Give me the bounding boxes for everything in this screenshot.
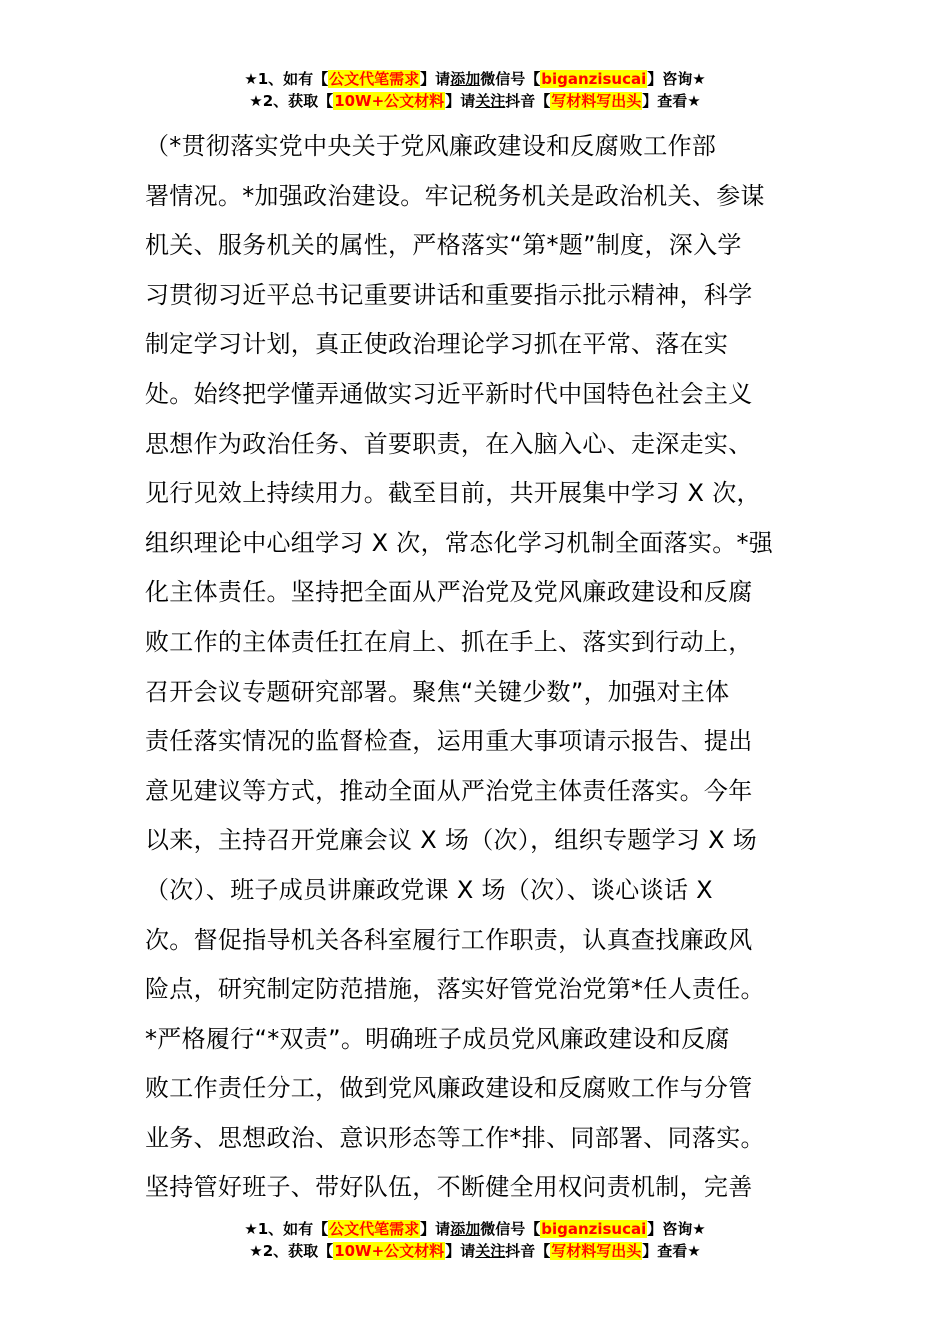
body-line: *严格履行“*双责”。明确班子成员党风廉政建设和反腐 <box>145 1024 730 1053</box>
body-line: 以来，主持召开党廉会议 X 场（次），组织专题学习 X 场 <box>145 826 758 855</box>
body-line: 召开会议专题研究部署。聚焦“关键少数”，加强对主体 <box>145 677 730 706</box>
banner-text: ★1、如有【 <box>244 1220 329 1238</box>
body-line: 制定学习计划，真正使政治理论学习抓在平常、落在实 <box>145 330 729 359</box>
banner-text: 微信号【 <box>480 1220 541 1238</box>
banner-underlined-text: 关注 <box>475 1242 506 1260</box>
banner-text: ★1、如有【 <box>244 70 329 88</box>
banner-text: 】请 <box>420 1220 451 1238</box>
body-line: 意见建议等方式，推动全面从严治党主体责任落实。今年 <box>145 776 753 805</box>
footer-banner-line-2 <box>0 1240 950 1262</box>
banner-text: 】请 <box>420 70 451 88</box>
banner-text: 】请 <box>445 92 476 110</box>
banner-highlight-materials: 10W+公文材料 <box>334 1242 445 1260</box>
header-banner-line-2 <box>0 90 950 112</box>
body-line: （次）、班子成员讲廉政党课 X 场（次）、谈心谈话 X <box>145 875 713 904</box>
banner-highlight-service: 公文代笔需求 <box>329 1220 420 1238</box>
banner-highlight-materials: 10W+公文材料 <box>334 92 445 110</box>
body-line: 责任落实情况的监督检查，运用重大事项请示报告、提出 <box>145 727 753 756</box>
body-line: 组织理论中心组学习 X 次，常态化学习机制全面落实。*强 <box>145 528 774 557</box>
banner-highlight-wechat-id: biganzisucai <box>541 1220 647 1238</box>
body-line: 败工作责任分工，做到党风廉政建设和反腐败工作与分管 <box>145 1074 753 1103</box>
banner-highlight-douyin-id: 写材料写出头 <box>551 92 642 110</box>
body-line: 习贯彻习近平总书记重要讲话和重要指示批示精神，科学 <box>145 280 753 309</box>
banner-text: 】咨询★ <box>647 1220 706 1238</box>
body-line: 险点，研究制定防范措施，落实好管党治党第*任人责任。 <box>145 975 765 1004</box>
body-line: 处。始终把学懂弄通做实习近平新时代中国特色社会主义 <box>145 379 753 408</box>
footer-banner <box>0 1218 950 1262</box>
body-line: （*贯彻落实党中央关于党风廉政建设和反腐败工作部 <box>145 132 717 160</box>
body-line: 思想作为政治任务、首要职责，在入脑入心、走深走实、 <box>145 429 753 458</box>
banner-underlined-text: 添加 <box>450 70 481 88</box>
footer-banner-line-1 <box>0 1218 950 1240</box>
banner-text: 】咨询★ <box>647 70 706 88</box>
body-line: 见行见效上持续用力。截至目前，共开展集中学习 X 次， <box>145 479 761 508</box>
banner-text: 】查看★ <box>642 1242 701 1260</box>
body-line: 业务、思想政治、意识形态等工作*排、同部署、同落实。 <box>145 1123 765 1152</box>
header-banner <box>0 68 950 112</box>
header-banner-line-1 <box>0 68 950 90</box>
banner-text: ★2、获取【 <box>249 92 334 110</box>
banner-underlined-text: 添加 <box>450 1220 481 1238</box>
body-line: 次。督促指导机关各科室履行工作职责，认真查找廉政风 <box>145 925 753 954</box>
banner-text: ★2、获取【 <box>249 1242 334 1260</box>
banner-text: 】请 <box>445 1242 476 1260</box>
body-line: 坚持管好班子、带好队伍，不断健全用权问责机制，完善 <box>145 1173 753 1202</box>
document-body <box>145 122 809 1213</box>
banner-text: 微信号【 <box>480 70 541 88</box>
banner-highlight-douyin-id: 写材料写出头 <box>551 1242 642 1260</box>
banner-highlight-service: 公文代笔需求 <box>329 70 420 88</box>
body-line: 败工作的主体责任扛在肩上、抓在手上、落实到行动上， <box>145 627 753 656</box>
banner-underlined-text: 关注 <box>475 92 506 110</box>
body-line: 化主体责任。坚持把全面从严治党及党风廉政建设和反腐 <box>145 578 753 607</box>
body-line: 署情况。*加强政治建设。牢记税务机关是政治机关、参谋 <box>145 181 765 210</box>
banner-text: 抖音【 <box>505 1242 551 1260</box>
banner-text: 抖音【 <box>505 92 551 110</box>
banner-text: 】查看★ <box>642 92 701 110</box>
body-line: 机关、服务机关的属性，严格落实“第*题”制度，深入学 <box>145 231 742 260</box>
banner-highlight-wechat-id: biganzisucai <box>541 70 647 88</box>
